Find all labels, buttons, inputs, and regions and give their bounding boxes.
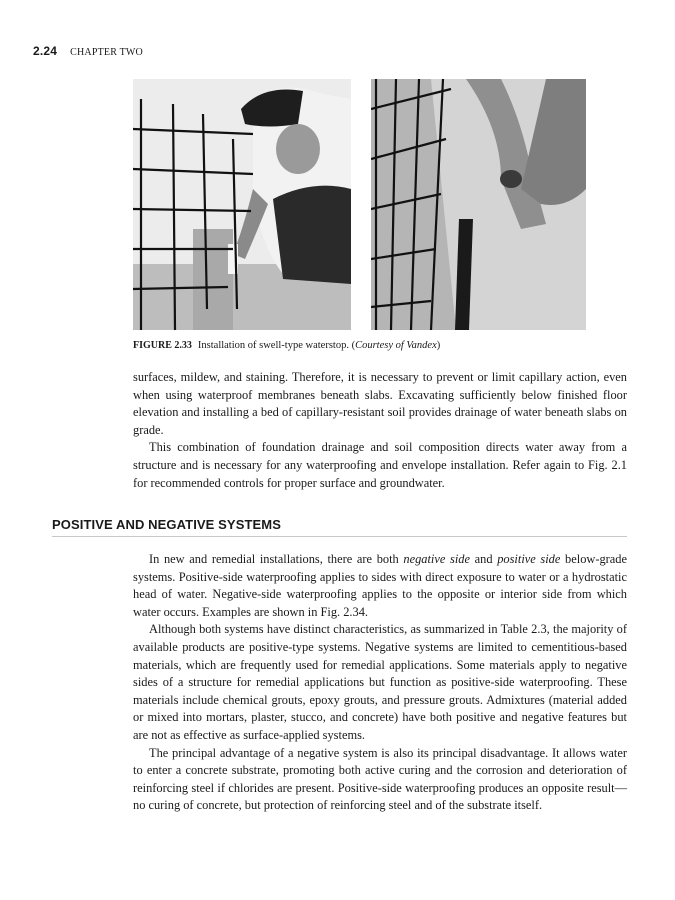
text-run: below-grade systems. Positive-side waterproofing applies to sides with direct exposure to water or a hydrostatic head of water. Negative-side waterproofing applies to the opposite or interior side from which water occurs. Examples are shown in Fig. 2.34.: [133, 552, 627, 619]
figure-label: FIGURE 2.33: [133, 340, 192, 351]
waterstop-installation-photo-left: [133, 79, 351, 330]
text-run: In new and remedial installations, there are both: [149, 552, 404, 566]
figure-photo-right: [371, 79, 586, 330]
chapter-title: CHAPTER TWO: [70, 47, 143, 58]
emphasis-positive-side: positive side: [497, 552, 561, 566]
figure-credit: Courtesy of Vandex: [355, 340, 437, 351]
figure-caption: [133, 340, 593, 351]
paragraph-systems-intro: [133, 551, 627, 621]
emphasis-negative-side: negative side: [403, 552, 470, 566]
figure-caption-text: Installation of swell-type waterstop.: [197, 340, 349, 351]
paragraph-capillary: surfaces, mildew, and staining. Therefore, it is necessary to prevent or limit capillary action, even when using waterproof membranes beneath slabs. Excavating sufficiently below finished floor elevation and installing a bed of capillary-resistant soil provides drainage of water beneath slabs on grade.: [133, 370, 627, 437]
figure-photo-left: [133, 79, 351, 330]
text-run: and: [470, 552, 498, 566]
figure-credit-open: (: [351, 340, 356, 351]
body-text-section: [133, 551, 627, 815]
section-heading: POSITIVE AND NEGATIVE SYSTEMS: [52, 517, 627, 537]
waterstop-installation-photo-right: [371, 79, 586, 330]
running-header: [33, 44, 143, 58]
paragraph-distinct-characteristics: Although both systems have distinct characteristics, as summarized in Table 2.3, the majority of available products are positive-type systems. Negative systems are limited to cementitious-based materials, which are frequently used for remedial applications. Some materials apply to negative sides of a structure for remedial applications but function as positive-side waterproofing. These materials include chemical grouts, epoxy grouts, and pressure grouts. Admixtures (material added or mixed into mortars, plaster, stucco, and concrete) have both positive and negative features but are not as effective as surface-applied systems.: [133, 622, 627, 742]
page-number: 2.24: [33, 44, 58, 58]
body-text-top: [133, 369, 627, 492]
paragraph-foundation-drainage: This combination of foundation drainage and soil composition directs water away from a structure and is necessary for any waterproofing and envelope installation. Refer again to Fig. 2.1 for recommended controls for proper surface and groundwater.: [133, 440, 627, 490]
paragraph-principal-advantage: The principal advantage of a negative system is also its principal disadvantage. It allows water to enter a concrete substrate, promoting both active curing and the corrosion and deterioration of reinforcing steel if chlorides are present. Positive-side waterproofing produces an opposite result—no curing of concrete, but protection of reinforcing steel and of the substrate itself.: [133, 745, 627, 813]
figure-credit-close: ): [436, 340, 441, 351]
